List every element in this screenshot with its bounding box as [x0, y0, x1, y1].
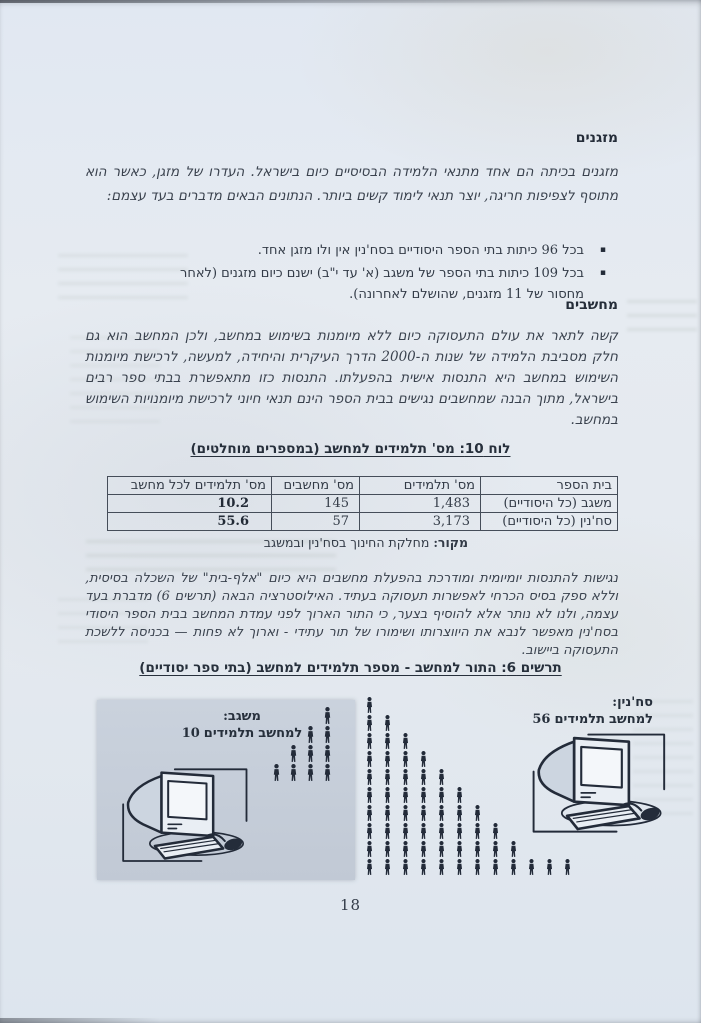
misgav-value-label: 10 תלמידים למחשב	[181, 726, 303, 741]
person-icon	[323, 726, 332, 743]
queue-column	[323, 707, 332, 781]
person-icon	[437, 787, 446, 803]
person-icon	[455, 859, 464, 875]
table-title: לוח 10: מס' תלמידים למחשב (במספרים מוחלטים)	[190, 441, 511, 457]
person-icon	[365, 733, 374, 749]
person-icon	[323, 745, 332, 762]
person-icon	[491, 859, 500, 875]
table-source-note	[264, 535, 468, 550]
person-icon	[473, 805, 482, 821]
figure-title: תרשים 6: התור למחשב - מספר תלמידים למחשב (בתי ספר יסודיים)	[139, 660, 562, 676]
person-icon	[383, 823, 392, 839]
person-icon	[401, 787, 410, 803]
figure-computer-queue	[0, 693, 701, 908]
computer-clipart-icon	[113, 766, 255, 866]
source-text: מחלקת החינוך בסח'נין ובמשגב	[263, 535, 430, 550]
person-icon	[473, 823, 482, 839]
bullet-square-icon: ▪	[599, 245, 606, 255]
table-row-misgav	[108, 495, 618, 513]
source-label: מקור:	[433, 535, 468, 550]
queue-column	[306, 726, 315, 781]
person-icon	[365, 841, 374, 857]
person-icon	[306, 764, 315, 781]
person-icon	[289, 745, 298, 762]
scan-edge-top	[0, 0, 701, 3]
bleed-through-artifact	[58, 254, 188, 302]
person-icon	[455, 823, 464, 839]
person-icon	[419, 787, 428, 803]
person-icon	[437, 841, 446, 857]
queue-column	[563, 859, 572, 875]
person-icon	[491, 841, 500, 857]
person-icon	[455, 787, 464, 803]
person-icon	[509, 841, 518, 857]
person-icon	[365, 751, 374, 767]
person-icon	[383, 787, 392, 803]
person-icon	[383, 769, 392, 785]
person-icon	[491, 823, 500, 839]
bullet-text: בכל 96 כיתות בתי הספר היסודיים בסח'נין אין ולו מזגן אחד.	[257, 243, 584, 258]
person-icon	[437, 859, 446, 875]
queue-column	[527, 859, 536, 875]
queue-column	[289, 745, 298, 781]
person-icon	[383, 841, 392, 857]
person-icon	[323, 707, 332, 724]
person-icon	[365, 805, 374, 821]
person-icon	[401, 841, 410, 857]
sakhnin-town-label: סח'נין:	[612, 695, 653, 710]
person-icon	[419, 859, 428, 875]
queue-column	[473, 805, 482, 875]
person-icon	[383, 733, 392, 749]
air-conditioners-paragraph: מזגנים בכיתה הם אחד מתנאי הלמידה הבסיסיים כיום בישראל. העדרו של מזגן, כאשר הוא מתוסף לצפיפות חריגה, יוצר תנאי לימוד קשים ביותר. הנתונים הבאים מדברים בעד עצמם:	[85, 164, 618, 204]
cell-computers: 57	[272, 513, 360, 531]
computers-paragraph: קשה לתאר את עולם התעסוקה כיום ללא מיומנות בשימוש במחשב, ולכן המחשב הוא גם חלק מסביבת הלמידה של שנות ה-2000 הדרך העיקרית והיחידה, למעשה, לרכישת מיומנות השימוש במחשב היא התנסות אישית בהפעלתו. התנסות כזו מתאפשרת בבתי ספר רבים בישראל, מתוך הבנה שמחשבים נגישים בבית הספר הינם תנאי חיוני לרכישת מיומנויות השימוש במחשב.	[85, 328, 619, 428]
person-icon	[419, 751, 428, 767]
person-icon	[437, 769, 446, 785]
column-header-computers: מס' מחשבים	[272, 477, 360, 495]
students-per-computer-table	[107, 476, 618, 531]
person-icon	[419, 841, 428, 857]
person-icon	[383, 715, 392, 731]
person-icon	[545, 859, 554, 875]
page-number: 18	[339, 896, 362, 914]
cell-students-per-computer: 55.6	[108, 513, 272, 531]
person-icon	[306, 745, 315, 762]
person-icon	[323, 764, 332, 781]
sakhnin-value: 56	[532, 712, 551, 727]
column-header-school: בית הספר	[481, 477, 618, 495]
bullet-item-misgav-classrooms	[176, 263, 606, 305]
closing-paragraph: נגישות להתנסות יומיומית ומודרכת בהפעלת מחשבים היא כיום "אלף-בית" של השכלה בסיסית, וללא ספק בסיס הכרחי לאפשרות תעסוקה בעתיד. האילוסטרציה הבאה (תרשים 6) מדברת בעד עצמה, ולנו לא נותר אלא להוסיף בצער, כי התור הארוך לפני עמדת המחשב בבית הספר היסודי בסח'נין מאפשר לנבא את היווצרותו ושימורו של תור עתידי - וארוך לא פחות — בכניסה ללשכת התעסוקה ביישוב.	[85, 571, 619, 658]
queue-column	[419, 751, 428, 875]
queue-column	[437, 769, 446, 875]
person-icon	[563, 859, 572, 875]
person-icon	[473, 859, 482, 875]
misgav-box	[97, 700, 355, 880]
table-header-row	[108, 477, 618, 495]
person-icon	[401, 751, 410, 767]
column-header-students: מס' תלמידים	[360, 477, 481, 495]
person-icon	[365, 787, 374, 803]
person-icon	[365, 859, 374, 875]
queue-column	[509, 841, 518, 875]
person-icon	[306, 726, 315, 743]
misgav-town-label: משגב:	[223, 709, 261, 724]
queue-column	[545, 859, 554, 875]
queue-column	[455, 787, 464, 875]
person-icon	[383, 859, 392, 875]
cell-computers: 145	[272, 495, 360, 513]
misgav-student-queue	[272, 707, 332, 781]
sakhnin-student-queue	[365, 697, 572, 875]
air-conditioners-bullet-list	[176, 240, 606, 307]
scan-edge-bottom	[0, 1018, 160, 1023]
column-header-students-per-computer: מס' תלמידים לכל מחשב	[108, 477, 272, 495]
section-heading-computers: מחשבים	[565, 297, 618, 313]
bullet-item-sakhnin-classrooms	[176, 240, 606, 261]
person-icon	[401, 823, 410, 839]
person-icon	[401, 805, 410, 821]
queue-column	[365, 697, 374, 875]
cell-school: משגב (כל היסודיים)	[481, 495, 618, 513]
queue-column	[383, 715, 392, 875]
queue-column	[401, 733, 410, 875]
person-icon	[401, 859, 410, 875]
bullet-square-icon: ▪	[599, 268, 606, 278]
bullet-text: בכל 109 כיתות בתי הספר של משגב (א' עד י"ב) ישנם כיום מזגנים (לאחר מחסור של 11 מזגנים, שהושלם לאחרונה).	[180, 266, 584, 302]
queue-column	[272, 764, 281, 781]
person-icon	[437, 823, 446, 839]
person-icon	[401, 769, 410, 785]
misgav-value: 10	[181, 726, 200, 741]
section-heading-air-conditioners: מזגנים	[575, 130, 618, 146]
person-icon	[272, 764, 281, 781]
person-icon	[419, 823, 428, 839]
person-icon	[509, 859, 518, 875]
person-icon	[437, 805, 446, 821]
cell-students-per-computer: 10.2	[108, 495, 272, 513]
person-icon	[419, 805, 428, 821]
bleed-through-artifact	[627, 300, 697, 340]
person-icon	[365, 823, 374, 839]
person-icon	[365, 715, 374, 731]
person-icon	[527, 859, 536, 875]
person-icon	[365, 697, 374, 713]
sakhnin-value-label: 56 תלמידים למחשב	[532, 712, 653, 727]
person-icon	[289, 764, 298, 781]
table-row-sakhnin	[108, 513, 618, 531]
queue-column	[491, 823, 500, 875]
person-icon	[383, 805, 392, 821]
person-icon	[365, 769, 374, 785]
person-icon	[401, 733, 410, 749]
cell-students: 1,483	[360, 495, 481, 513]
person-icon	[383, 751, 392, 767]
cell-students: 3,173	[360, 513, 481, 531]
person-icon	[455, 805, 464, 821]
person-icon	[455, 841, 464, 857]
person-icon	[473, 841, 482, 857]
person-icon	[419, 769, 428, 785]
cell-school: סח'נין (כל היסודיים)	[481, 513, 618, 531]
